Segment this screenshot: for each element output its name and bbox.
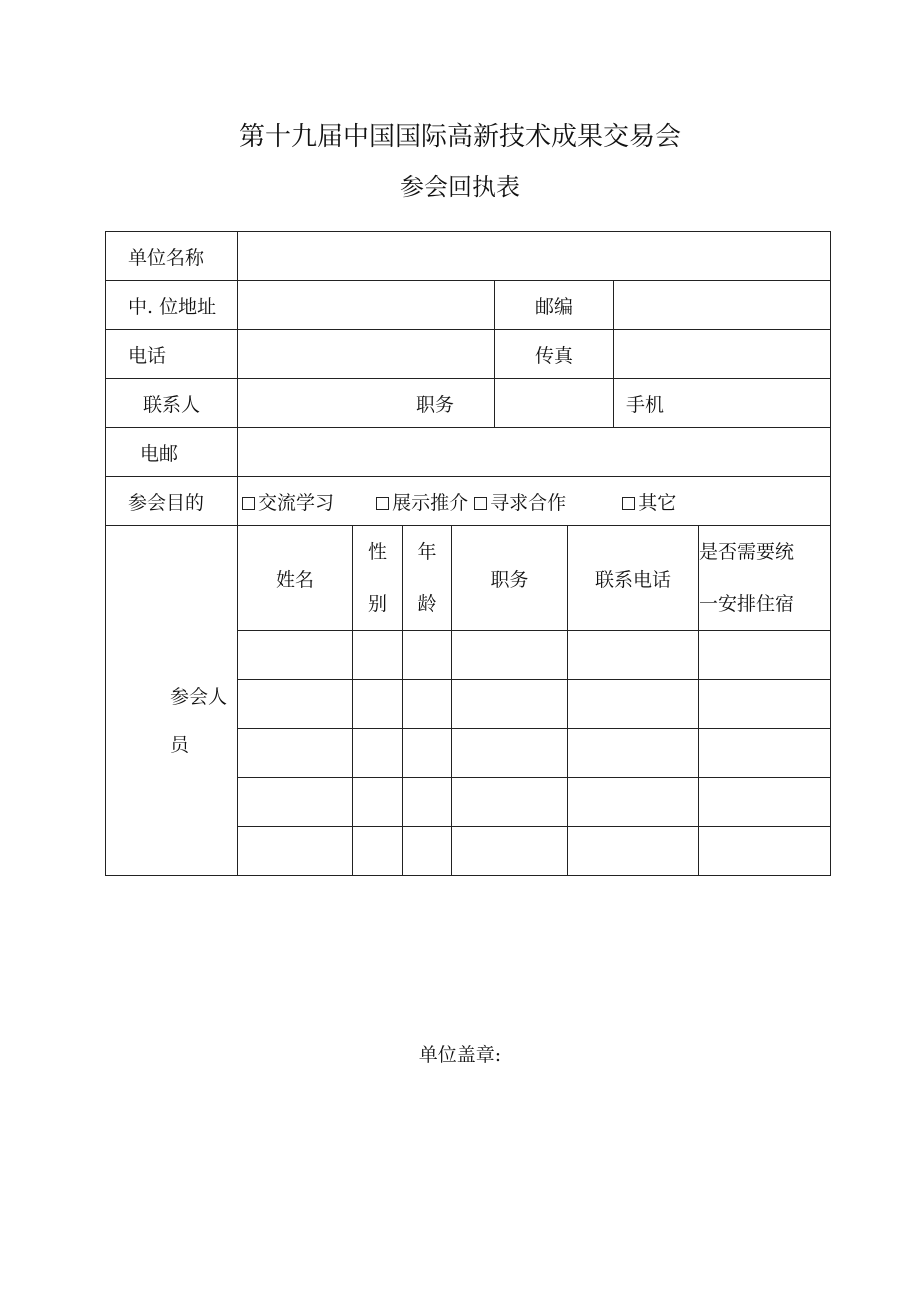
attendees-label: 参会人员 xyxy=(106,526,238,876)
attendee-cell[interactable] xyxy=(403,680,452,729)
col-position: 职务 xyxy=(452,526,568,631)
attendee-cell[interactable] xyxy=(353,680,403,729)
unit-stamp-label: 单位盖章: xyxy=(418,1044,502,1066)
row-unit-name xyxy=(106,232,831,281)
attendee-cell[interactable] xyxy=(403,827,452,876)
contact-position-field[interactable] xyxy=(495,379,614,428)
attendee-cell[interactable] xyxy=(699,827,831,876)
attendee-cell[interactable] xyxy=(699,680,831,729)
checkbox-icon[interactable] xyxy=(622,497,635,510)
attendee-cell[interactable] xyxy=(238,631,353,680)
fax-field[interactable] xyxy=(614,330,831,379)
form-subtitle: 参会回执表 xyxy=(400,173,520,201)
contact-label: 联系人 xyxy=(106,379,238,428)
mobile-label: 手机 xyxy=(614,379,831,428)
attendee-header-row xyxy=(106,526,831,631)
attendee-cell[interactable] xyxy=(452,827,568,876)
attendee-cell[interactable] xyxy=(238,680,353,729)
email-label: 电邮 xyxy=(106,428,238,477)
col-name: 姓名 xyxy=(238,526,353,631)
phone-field[interactable] xyxy=(238,330,495,379)
attendee-cell[interactable] xyxy=(452,778,568,827)
col-age: 年 龄 xyxy=(403,526,452,631)
unit-address-field[interactable] xyxy=(238,281,495,330)
attendee-cell[interactable] xyxy=(568,729,699,778)
attendee-cell[interactable] xyxy=(403,729,452,778)
fax-label: 传真 xyxy=(495,330,614,379)
attendee-cell[interactable] xyxy=(452,729,568,778)
attendee-cell[interactable] xyxy=(699,778,831,827)
purpose-option-cooperation[interactable]: 寻求合作 xyxy=(474,488,566,515)
purpose-option-other[interactable]: 其它 xyxy=(622,488,676,515)
row-unit-address xyxy=(106,281,831,330)
row-phone xyxy=(106,330,831,379)
attendee-cell[interactable] xyxy=(238,778,353,827)
registration-form-table xyxy=(105,231,831,876)
attendee-cell[interactable] xyxy=(699,729,831,778)
postcode-field[interactable] xyxy=(614,281,831,330)
row-purpose xyxy=(106,477,831,526)
attendee-cell[interactable] xyxy=(452,631,568,680)
purpose-label: 参会目的 xyxy=(106,477,238,526)
checkbox-icon[interactable] xyxy=(242,497,255,510)
checkbox-icon[interactable] xyxy=(474,497,487,510)
purpose-option-showcase[interactable]: 展示推介 xyxy=(376,488,468,515)
attendee-cell[interactable] xyxy=(699,631,831,680)
attendee-cell[interactable] xyxy=(568,778,699,827)
attendee-cell[interactable] xyxy=(568,631,699,680)
attendee-cell[interactable] xyxy=(353,631,403,680)
col-lodging: 是否需要统 一安排住宿 xyxy=(699,526,831,631)
attendee-cell[interactable] xyxy=(238,729,353,778)
unit-address-label: 中. 位地址 xyxy=(106,281,238,330)
attendee-cell[interactable] xyxy=(568,827,699,876)
col-gender: 性 别 xyxy=(353,526,403,631)
row-email xyxy=(106,428,831,477)
attendee-cell[interactable] xyxy=(452,680,568,729)
purpose-option-exchange[interactable]: 交流学习 xyxy=(242,488,334,515)
unit-name-label: 单位名称 xyxy=(106,232,238,281)
attendee-cell[interactable] xyxy=(403,631,452,680)
attendee-cell[interactable] xyxy=(568,680,699,729)
email-field[interactable] xyxy=(238,428,831,477)
attendee-cell[interactable] xyxy=(353,778,403,827)
contact-position-label: 职务 xyxy=(238,379,495,428)
attendee-cell[interactable] xyxy=(353,827,403,876)
attendee-cell[interactable] xyxy=(353,729,403,778)
row-contact xyxy=(106,379,831,428)
phone-label: 电话 xyxy=(106,330,238,379)
attendee-cell[interactable] xyxy=(238,827,353,876)
form-title: 第十九届中国国际高新技术成果交易会 xyxy=(238,122,681,152)
col-phone: 联系电话 xyxy=(568,526,699,631)
unit-name-field[interactable] xyxy=(238,232,831,281)
attendee-cell[interactable] xyxy=(403,778,452,827)
checkbox-icon[interactable] xyxy=(376,497,389,510)
postcode-label: 邮编 xyxy=(495,281,614,330)
